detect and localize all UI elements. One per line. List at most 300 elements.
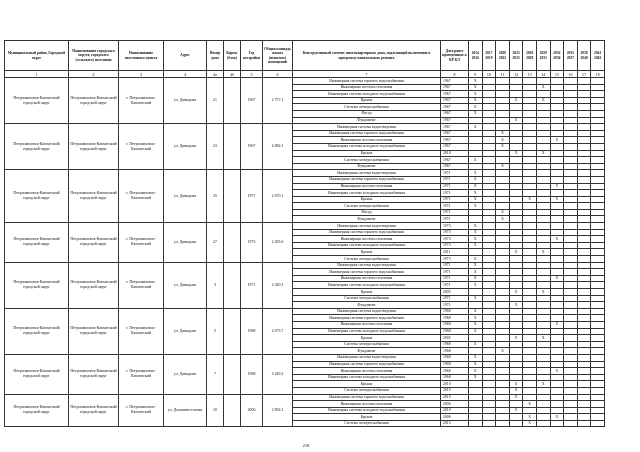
period-cell — [550, 78, 564, 85]
element-name-cell: Инженерная система отопления — [293, 236, 441, 243]
area-cell: 4 073.7 — [263, 308, 293, 354]
period-cell — [509, 321, 523, 328]
period-cell — [523, 137, 537, 144]
period-cell — [496, 157, 510, 164]
period-cell: X — [550, 414, 564, 421]
period-cell — [496, 223, 510, 230]
period-cell — [591, 176, 605, 183]
period-cell — [496, 420, 510, 427]
period-cell — [577, 262, 591, 269]
period-cell: X — [469, 104, 483, 111]
period-cell: X — [509, 117, 523, 124]
period-cell — [469, 401, 483, 408]
element-name-cell: Фундамент — [293, 163, 441, 170]
period-cell — [536, 143, 550, 150]
column-header: Адрес — [164, 41, 207, 71]
column-header: 2014 2016 — [469, 41, 483, 71]
element-name-cell: Крыша — [293, 249, 441, 256]
period-cell — [591, 91, 605, 98]
locality-cell: г. Петропавловск-Камчатский — [119, 223, 164, 263]
period-cell — [509, 341, 523, 348]
period-cell — [469, 163, 483, 170]
district-cell: Петропавловск-Камчатский городской округ — [5, 308, 69, 354]
house-number-cell: 21 — [207, 78, 224, 124]
period-cell — [577, 229, 591, 236]
period-cell — [496, 150, 510, 157]
page-number: 218 — [302, 443, 310, 448]
district-cell: Петропавловск-Камчатский городской округ — [5, 170, 69, 223]
element-name-cell: Инженерная система холодного водоснабжения — [293, 282, 441, 289]
table-row — [5, 170, 605, 177]
period-cell — [591, 170, 605, 177]
period-cell — [523, 321, 537, 328]
period-cell — [550, 401, 564, 408]
last-repair-year-cell: 1973 — [441, 229, 469, 236]
period-cell — [536, 275, 550, 282]
period-cell — [536, 104, 550, 111]
element-name-cell: Система электроснабжения — [293, 341, 441, 348]
period-cell — [564, 256, 578, 263]
period-cell — [591, 203, 605, 210]
area-cell: 2 670.1 — [263, 170, 293, 223]
period-cell: X — [509, 302, 523, 309]
last-repair-year-cell: 1968 — [441, 308, 469, 315]
period-cell: X — [509, 394, 523, 401]
period-cell — [564, 183, 578, 190]
period-cell — [482, 401, 496, 408]
period-cell — [591, 348, 605, 355]
column-number: 13 — [523, 71, 537, 78]
locality-cell: г. Петропавловск-Камчатский — [119, 262, 164, 308]
period-cell — [564, 203, 578, 210]
period-cell — [591, 420, 605, 427]
last-repair-year-cell: 1967 — [441, 97, 469, 104]
house-number-cell: 23 — [207, 124, 224, 170]
period-cell — [577, 117, 591, 124]
period-cell — [564, 368, 578, 375]
period-cell — [564, 157, 578, 164]
period-cell — [577, 269, 591, 276]
period-cell — [482, 130, 496, 137]
element-name-cell: Инженерная система холодного водоснабжения — [293, 242, 441, 249]
period-cell — [523, 242, 537, 249]
period-cell — [469, 387, 483, 394]
period-cell — [509, 183, 523, 190]
last-repair-year-cell: 1971 — [441, 275, 469, 282]
last-repair-year-cell: 2013 — [441, 420, 469, 427]
period-cell — [509, 374, 523, 381]
period-cell — [523, 150, 537, 157]
district-cell: Петропавловск-Камчатский городской округ — [5, 354, 69, 394]
period-cell: X — [469, 256, 483, 263]
period-cell — [591, 407, 605, 414]
period-cell — [496, 269, 510, 276]
build-year-cell: 1968 — [241, 308, 263, 354]
element-name-cell: Система электроснабжения — [293, 295, 441, 302]
period-cell — [496, 387, 510, 394]
period-cell — [536, 110, 550, 117]
build-year-cell: 1971 — [241, 262, 263, 308]
period-cell — [564, 308, 578, 315]
period-cell — [496, 361, 510, 368]
period-cell — [482, 137, 496, 144]
period-cell — [536, 229, 550, 236]
element-name-cell: Инженерная система холодного водоснабжения — [293, 407, 441, 414]
element-name-cell: Фундамент — [293, 216, 441, 223]
block-cell — [224, 124, 241, 170]
period-cell: X — [469, 236, 483, 243]
period-cell — [564, 130, 578, 137]
period-cell — [482, 110, 496, 117]
build-year-cell: 1973 — [241, 223, 263, 263]
period-cell — [591, 97, 605, 104]
settlement-cell: Петропавловск-Камчатский городской округ — [69, 262, 119, 308]
period-cell — [496, 84, 510, 91]
build-year-cell: 1971 — [241, 170, 263, 223]
period-cell — [482, 242, 496, 249]
period-cell — [536, 401, 550, 408]
period-cell — [591, 295, 605, 302]
settlement-cell: Петропавловск-Камчатский городской округ — [69, 170, 119, 223]
period-cell — [550, 282, 564, 289]
period-cell — [509, 104, 523, 111]
last-repair-year-cell: 1968 — [441, 368, 469, 375]
period-cell — [523, 104, 537, 111]
period-cell — [496, 110, 510, 117]
element-name-cell: Инженерная система отопления — [293, 183, 441, 190]
period-cell — [523, 216, 537, 223]
period-cell — [509, 176, 523, 183]
period-cell — [482, 414, 496, 421]
period-cell: X — [550, 137, 564, 144]
period-cell: X — [523, 420, 537, 427]
period-cell: X — [469, 170, 483, 177]
last-repair-year-cell: 1968 — [441, 341, 469, 348]
period-cell — [469, 130, 483, 137]
element-name-cell: Инженерная система горячего водоснабжения — [293, 78, 441, 85]
period-cell: X — [550, 368, 564, 375]
build-year-cell: 1967 — [241, 78, 263, 124]
period-cell — [550, 242, 564, 249]
period-cell — [469, 209, 483, 216]
period-cell — [496, 302, 510, 309]
period-cell — [591, 84, 605, 91]
period-cell — [482, 407, 496, 414]
period-cell — [509, 275, 523, 282]
element-name-cell: Инженерная система горячего водоснабжения — [293, 130, 441, 137]
period-cell — [509, 196, 523, 203]
period-cell — [536, 308, 550, 315]
column-header: Номер дома — [207, 41, 224, 71]
period-cell — [564, 275, 578, 282]
area-cell: 2 020.3 — [263, 262, 293, 308]
period-cell: X — [469, 196, 483, 203]
period-cell — [536, 124, 550, 131]
period-cell — [482, 262, 496, 269]
period-cell — [591, 78, 605, 85]
last-repair-year-cell: 1967 — [441, 104, 469, 111]
period-cell — [469, 420, 483, 427]
period-cell: X — [496, 216, 510, 223]
element-name-cell: Инженерная система отопления — [293, 321, 441, 328]
period-cell — [523, 190, 537, 197]
house-number-cell: 25 — [207, 170, 224, 223]
period-cell — [523, 229, 537, 236]
period-cell — [536, 295, 550, 302]
period-cell: X — [469, 275, 483, 282]
period-cell — [577, 315, 591, 322]
element-name-cell: Система электроснабжения — [293, 420, 441, 427]
period-cell — [564, 137, 578, 144]
period-cell — [591, 275, 605, 282]
last-repair-year-cell: 2005 — [441, 289, 469, 296]
period-cell — [536, 302, 550, 309]
period-cell: X — [496, 163, 510, 170]
period-cell — [550, 295, 564, 302]
period-cell: X — [509, 335, 523, 342]
element-name-cell: Инженерная система горячего водоснабжения — [293, 361, 441, 368]
period-cell — [577, 170, 591, 177]
period-cell — [577, 110, 591, 117]
period-cell — [536, 78, 550, 85]
period-cell — [550, 256, 564, 263]
period-cell — [509, 110, 523, 117]
period-cell — [577, 394, 591, 401]
area-cell: 4 249.2 — [263, 354, 293, 394]
element-name-cell: Инженерная система холодного водоснабжения — [293, 143, 441, 150]
period-cell — [591, 374, 605, 381]
locality-cell: г. Петропавловск-Камчатский — [119, 394, 164, 427]
element-name-cell: Инженерная система отопления — [293, 84, 441, 91]
period-cell — [577, 176, 591, 183]
period-cell — [523, 163, 537, 170]
period-cell — [496, 97, 510, 104]
period-cell — [591, 183, 605, 190]
period-cell — [509, 203, 523, 210]
period-cell — [509, 229, 523, 236]
column-header: Корпус (блок) — [224, 41, 241, 71]
last-repair-year-cell: 1971 — [441, 196, 469, 203]
period-cell — [523, 361, 537, 368]
period-cell: X — [469, 368, 483, 375]
locality-cell: г. Петропавловск-Камчатский — [119, 354, 164, 394]
locality-cell: г. Петропавловск-Камчатский — [119, 170, 164, 223]
period-cell — [523, 97, 537, 104]
period-cell — [564, 150, 578, 157]
element-name-cell: Фундамент — [293, 348, 441, 355]
settlement-cell: Петропавловск-Камчатский городской округ — [69, 308, 119, 354]
street-cell: ул. Дальневосточная — [164, 394, 207, 427]
settlement-cell: Петропавловск-Камчатский городской округ — [69, 354, 119, 394]
period-cell — [564, 335, 578, 342]
period-cell: X — [536, 289, 550, 296]
period-cell — [550, 289, 564, 296]
period-cell — [482, 117, 496, 124]
last-repair-year-cell: 1971 — [441, 216, 469, 223]
period-cell — [577, 282, 591, 289]
period-cell — [591, 130, 605, 137]
period-cell — [523, 176, 537, 183]
element-name-cell: Фундамент — [293, 117, 441, 124]
column-number: 4б — [224, 71, 241, 78]
period-cell — [523, 91, 537, 98]
period-cell — [536, 361, 550, 368]
period-cell: X — [469, 262, 483, 269]
period-cell — [523, 110, 537, 117]
column-header: 2038 2040 — [577, 41, 591, 71]
period-cell: X — [469, 84, 483, 91]
period-cell — [536, 262, 550, 269]
period-cell — [550, 84, 564, 91]
element-name-cell: Инженерная система холодного водоснабжения — [293, 374, 441, 381]
last-repair-year-cell: 1967 — [441, 110, 469, 117]
period-cell — [550, 209, 564, 216]
period-cell — [550, 170, 564, 177]
period-cell — [523, 124, 537, 131]
period-cell — [523, 275, 537, 282]
period-cell — [536, 256, 550, 263]
settlement-cell: Петропавловск-Камчатский городской округ — [69, 223, 119, 263]
period-cell — [523, 374, 537, 381]
period-cell — [536, 209, 550, 216]
period-cell — [564, 124, 578, 131]
block-cell — [224, 354, 241, 394]
period-cell — [550, 229, 564, 236]
period-cell — [577, 150, 591, 157]
column-number: 10 — [482, 71, 496, 78]
build-year-cell: 2006 — [241, 394, 263, 427]
period-cell — [482, 335, 496, 342]
period-cell — [550, 216, 564, 223]
period-cell — [482, 269, 496, 276]
period-cell — [509, 170, 523, 177]
period-cell — [496, 289, 510, 296]
period-cell — [564, 117, 578, 124]
period-cell — [564, 282, 578, 289]
period-cell — [536, 328, 550, 335]
period-cell: X — [550, 196, 564, 203]
period-cell — [523, 78, 537, 85]
period-cell — [523, 209, 537, 216]
period-cell — [482, 216, 496, 223]
period-cell — [577, 368, 591, 375]
last-repair-year-cell: 1971 — [441, 302, 469, 309]
period-cell — [591, 321, 605, 328]
period-cell — [536, 223, 550, 230]
element-name-cell: Фасад — [293, 209, 441, 216]
block-cell — [224, 170, 241, 223]
period-cell — [509, 209, 523, 216]
period-cell — [536, 176, 550, 183]
last-repair-year-cell: 1967 — [441, 78, 469, 85]
period-cell — [523, 256, 537, 263]
street-cell: ул. Давыдова — [164, 124, 207, 170]
locality-cell: г. Петропавловск-Камчатский — [119, 308, 164, 354]
column-header: 2035 2037 — [564, 41, 578, 71]
element-name-cell: Инженерная система горячего водоснабжения — [293, 176, 441, 183]
house-number-cell: 27 — [207, 223, 224, 263]
column-number-row — [5, 71, 605, 78]
period-cell — [482, 361, 496, 368]
period-cell — [564, 262, 578, 269]
period-cell — [591, 401, 605, 408]
period-cell — [496, 249, 510, 256]
period-cell — [577, 137, 591, 144]
period-cell — [509, 137, 523, 144]
period-cell — [591, 394, 605, 401]
last-repair-year-cell: 2006 — [441, 401, 469, 408]
period-cell — [591, 249, 605, 256]
period-cell — [591, 315, 605, 322]
period-cell — [550, 420, 564, 427]
period-cell — [523, 381, 537, 388]
period-cell — [564, 143, 578, 150]
house-number-cell: 5 — [207, 308, 224, 354]
period-cell — [509, 420, 523, 427]
district-cell: Петропавловск-Камчатский городской округ — [5, 124, 69, 170]
period-cell — [482, 282, 496, 289]
period-cell — [536, 216, 550, 223]
element-name-cell: Инженерная система горячего водоснабжения — [293, 269, 441, 276]
last-repair-year-cell: 1973 — [441, 242, 469, 249]
column-header: Муниципальный район, Городской округ — [5, 41, 69, 71]
period-cell — [482, 223, 496, 230]
period-cell — [482, 143, 496, 150]
period-cell — [536, 157, 550, 164]
period-cell — [577, 275, 591, 282]
period-cell — [577, 256, 591, 263]
period-cell — [550, 407, 564, 414]
period-cell — [564, 341, 578, 348]
period-cell — [482, 124, 496, 131]
settlement-cell: Петропавловск-Камчатский городской округ — [69, 78, 119, 124]
period-cell — [591, 354, 605, 361]
register-page — [4, 40, 604, 427]
period-cell — [496, 414, 510, 421]
period-cell — [509, 157, 523, 164]
period-cell — [469, 150, 483, 157]
period-cell — [577, 203, 591, 210]
period-cell — [591, 256, 605, 263]
column-header: Год постройки — [241, 41, 263, 71]
period-cell — [591, 143, 605, 150]
last-repair-year-cell: 1968 — [441, 348, 469, 355]
period-cell — [482, 84, 496, 91]
last-repair-year-cell: 1968 — [441, 321, 469, 328]
period-cell — [577, 216, 591, 223]
period-cell — [482, 157, 496, 164]
period-cell — [550, 143, 564, 150]
period-cell — [469, 302, 483, 309]
period-cell — [482, 328, 496, 335]
period-cell — [536, 414, 550, 421]
period-cell — [482, 104, 496, 111]
last-repair-year-cell: 1971 — [441, 269, 469, 276]
period-cell — [536, 321, 550, 328]
period-cell: X — [523, 401, 537, 408]
table-row — [5, 223, 605, 230]
period-cell — [591, 282, 605, 289]
period-cell — [482, 348, 496, 355]
period-cell: X — [550, 275, 564, 282]
period-cell: X — [469, 328, 483, 335]
period-cell — [482, 321, 496, 328]
period-cell — [564, 84, 578, 91]
last-repair-year-cell: 1971 — [441, 282, 469, 289]
period-cell — [550, 269, 564, 276]
period-cell — [550, 163, 564, 170]
period-cell — [536, 387, 550, 394]
